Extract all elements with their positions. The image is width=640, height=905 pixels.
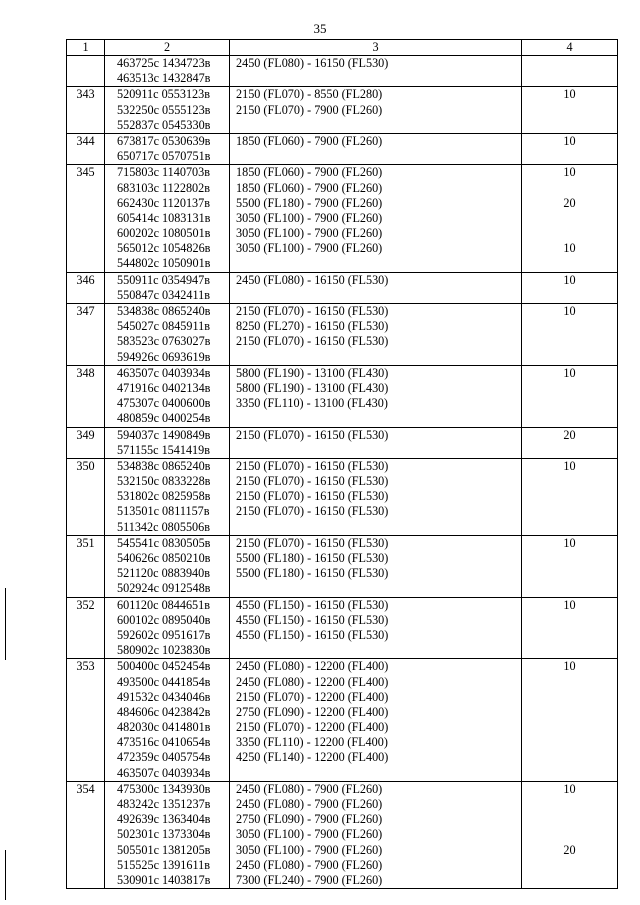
coordinate-line: 502924с 0912548в: [117, 581, 211, 596]
coordinate-line: 493500с 0441854в: [117, 674, 211, 689]
value-line: [522, 474, 617, 489]
level-range-line: 2450 (FL080) - 16150 (FL530): [236, 272, 389, 287]
value-line: [522, 690, 617, 705]
values-cell: [522, 272, 618, 303]
coordinate-line: 463725с 1434723в: [117, 56, 211, 70]
table-row: [67, 165, 618, 272]
coordinate-line: 600102с 0895040в: [117, 612, 211, 627]
coordinate-line: 511342с 0805506в: [117, 519, 210, 534]
coords-cell: [105, 56, 230, 87]
coords-cell: [105, 133, 230, 164]
coordinate-line: 502301с 1373304в: [117, 827, 211, 842]
coordinate-line: 540626с 0850210в: [117, 551, 211, 565]
coordinate-line: 583523с 0763027в: [117, 334, 211, 349]
levels-cell: [230, 535, 522, 597]
level-range-line: [230, 350, 521, 365]
coordinate-line: 480859с 0400254в: [117, 411, 211, 426]
coordinate-line: 571155с 1541419в: [117, 442, 210, 457]
level-range-line: 4550 (FL150) - 16150 (FL530): [236, 597, 389, 612]
coordinate-line: 521120с 0883940в: [117, 566, 210, 581]
table-row: [67, 458, 618, 535]
table-row: [67, 535, 618, 597]
value-line: [522, 675, 617, 690]
coordinate-line: 550911с 0354947в: [117, 272, 210, 287]
value-line: [522, 256, 617, 271]
level-range-line: 2750 (FL090) - 7900 (FL260): [236, 812, 383, 827]
table-row: [67, 781, 618, 888]
coordinate-line: 532250с 0555123в: [117, 102, 211, 117]
level-range-line: [230, 520, 521, 535]
coordinate-line: 534838с 0865240в: [117, 458, 211, 473]
coords-cell: [105, 458, 230, 535]
coords-cell: [105, 781, 230, 888]
airspace-table: [66, 39, 618, 889]
coords-cell: [105, 365, 230, 427]
value-line: [522, 334, 617, 349]
level-range-line: 1850 (FL060) - 7900 (FL260): [236, 180, 383, 195]
coordinate-line: 513501с 0811157в: [117, 504, 210, 519]
row-number: 353: [67, 659, 105, 782]
level-range-line: 2150 (FL070) - 16150 (FL530): [236, 334, 389, 349]
coordinate-line: 531802с 0825958в: [117, 489, 211, 504]
level-range-line: [230, 643, 521, 658]
column-header: 1: [67, 40, 105, 56]
coordinate-line: 545027с 0845911в: [117, 319, 210, 334]
level-range-line: 1850 (FL060) - 7900 (FL260): [236, 165, 383, 180]
coords-cell: [105, 87, 230, 134]
level-range-line: 2150 (FL070) - 8550 (FL280): [236, 87, 383, 102]
value-line: 10: [563, 133, 576, 148]
coordinate-line: 662430с 1120137в: [117, 195, 210, 210]
table-row: [67, 659, 618, 782]
value-line: [522, 766, 617, 781]
value-line: [522, 520, 617, 535]
scan-edge-mark: [5, 850, 6, 900]
coordinate-line: 500400с 0452454в: [117, 659, 211, 674]
scan-edge-mark: [5, 588, 6, 660]
value-line: [522, 628, 617, 643]
level-range-line: 2150 (FL070) - 16150 (FL530): [236, 427, 389, 442]
value-line: [522, 873, 617, 888]
table-row: [67, 133, 618, 164]
coordinate-line: 605414с 1083131в: [117, 210, 211, 225]
level-range-line: 3050 (FL100) - 7900 (FL260): [236, 226, 383, 241]
coords-cell: [105, 427, 230, 458]
value-line: [522, 858, 617, 873]
level-range-line: 2450 (FL080) - 7900 (FL260): [236, 857, 383, 872]
coordinate-line: 600202с 1080501в: [117, 226, 211, 241]
levels-cell: [230, 272, 522, 303]
value-line: 10: [563, 458, 576, 473]
level-range-line: 2150 (FL070) - 16150 (FL530): [236, 458, 389, 473]
coords-cell: [105, 304, 230, 366]
value-line: 10: [563, 304, 576, 318]
value-line: 20: [563, 195, 576, 210]
levels-cell: [230, 597, 522, 659]
row-number: 352: [67, 597, 105, 659]
value-line: [522, 103, 617, 118]
coordinate-line: 473516с 0410654в: [117, 735, 211, 750]
value-line: [522, 827, 617, 842]
values-cell: [522, 304, 618, 366]
coordinate-line: 673817с 0530639в: [117, 133, 211, 148]
column-header: 3: [230, 40, 522, 56]
value-line: [522, 551, 617, 566]
value-line: [522, 735, 617, 750]
levels-cell: [230, 56, 522, 87]
levels-cell: [230, 458, 522, 535]
coordinate-line: 601120с 0844651в: [117, 597, 210, 612]
row-number: 343: [67, 87, 105, 134]
coordinate-line: 505501с 1381205в: [117, 842, 211, 857]
table-row: [67, 272, 618, 303]
level-range-line: 2150 (FL070) - 7900 (FL260): [236, 102, 383, 117]
coordinate-line: 650717с 0570751в: [117, 149, 211, 164]
coordinate-line: 483242с 1351237в: [117, 797, 211, 811]
level-range-line: 5500 (FL180) - 7900 (FL260): [236, 195, 383, 210]
column-header: 2: [105, 40, 230, 56]
coordinate-line: 472359с 0405754в: [117, 750, 211, 765]
level-range-line: [230, 443, 521, 458]
value-line: [522, 56, 617, 71]
value-line: 10: [563, 365, 576, 380]
coordinate-line: 492639с 1363404в: [117, 812, 211, 827]
values-cell: [522, 56, 618, 87]
values-cell: [522, 427, 618, 458]
coords-cell: [105, 659, 230, 782]
coordinate-line: 482030с 0414801в: [117, 720, 211, 735]
table-row: [67, 304, 618, 366]
level-range-line: 3050 (FL100) - 7900 (FL260): [236, 827, 383, 842]
value-line: 10: [563, 597, 576, 612]
levels-cell: [230, 659, 522, 782]
coordinate-line: 594926с 0693619в: [117, 349, 211, 364]
value-line: 10: [563, 535, 576, 550]
table-header-row: [67, 40, 618, 56]
level-range-line: [230, 71, 521, 86]
value-line: [522, 226, 617, 241]
value-line: [522, 71, 617, 86]
level-range-line: 2450 (FL080) - 12200 (FL400): [236, 674, 389, 689]
row-number: 348: [67, 365, 105, 427]
level-range-line: 5800 (FL190) - 13100 (FL430): [236, 380, 389, 395]
value-line: [522, 411, 617, 426]
values-cell: [522, 365, 618, 427]
level-range-line: 3050 (FL100) - 7900 (FL260): [236, 241, 383, 256]
level-range-line: 3050 (FL100) - 7900 (FL260): [236, 210, 383, 225]
row-number: 347: [67, 304, 105, 366]
value-line: 10: [563, 87, 576, 102]
coords-cell: [105, 165, 230, 272]
coordinate-line: 592602с 0951617в: [117, 627, 211, 642]
level-range-line: 5500 (FL180) - 16150 (FL530): [236, 551, 389, 565]
value-line: [522, 211, 617, 226]
level-range-line: 4550 (FL150) - 16150 (FL530): [236, 612, 389, 627]
coordinate-line: 683103с 1122802в: [117, 180, 210, 195]
coordinate-line: 545541с 0830505в: [117, 535, 211, 550]
level-range-line: [230, 256, 521, 271]
value-line: 10: [563, 659, 576, 674]
table-row: [67, 56, 618, 87]
coordinate-line: 565012с 1054826в: [117, 241, 211, 256]
level-range-line: 2150 (FL070) - 16150 (FL530): [236, 535, 389, 550]
level-range-line: 2150 (FL070) - 12200 (FL400): [236, 720, 389, 735]
coordinate-line: 520911с 0553123в: [117, 87, 210, 102]
level-range-line: 1850 (FL060) - 7900 (FL260): [236, 133, 383, 148]
table-body: [67, 56, 618, 889]
level-range-line: 3050 (FL100) - 7900 (FL260): [236, 842, 383, 857]
level-range-line: 5800 (FL190) - 13100 (FL430): [236, 365, 389, 380]
level-range-line: [230, 581, 521, 596]
table-row: [67, 427, 618, 458]
level-range-line: 2450 (FL080) - 16150 (FL530): [236, 56, 389, 70]
coordinate-line: 475307с 0400600в: [117, 396, 211, 411]
level-range-line: 7300 (FL240) - 7900 (FL260): [236, 872, 383, 887]
level-range-line: [230, 118, 521, 133]
level-range-line: [230, 288, 521, 303]
value-line: [522, 181, 617, 196]
levels-cell: [230, 304, 522, 366]
value-line: [522, 566, 617, 581]
levels-cell: [230, 165, 522, 272]
coordinate-line: 475300с 1343930в: [117, 781, 211, 796]
level-range-line: 2450 (FL080) - 12200 (FL400): [236, 659, 389, 674]
value-line: 20: [563, 842, 576, 857]
value-line: 10: [563, 781, 576, 796]
value-line: [522, 581, 617, 596]
values-cell: [522, 535, 618, 597]
coords-cell: [105, 272, 230, 303]
value-line: [522, 319, 617, 334]
coordinate-line: 594037с 1490849в: [117, 427, 211, 442]
values-cell: [522, 781, 618, 888]
value-line: [522, 705, 617, 720]
coordinate-line: 580902с 1023830в: [117, 643, 211, 658]
level-range-line: 2150 (FL070) - 16150 (FL530): [236, 489, 389, 504]
value-line: [522, 613, 617, 628]
coords-cell: [105, 597, 230, 659]
row-number: 354: [67, 781, 105, 888]
levels-cell: [230, 87, 522, 134]
values-cell: [522, 165, 618, 272]
level-range-line: 8250 (FL270) - 16150 (FL530): [236, 319, 389, 334]
value-line: [522, 643, 617, 658]
value-line: [522, 396, 617, 411]
level-range-line: 2450 (FL080) - 7900 (FL260): [236, 797, 383, 811]
value-line: 10: [563, 241, 576, 256]
row-number: 351: [67, 535, 105, 597]
value-line: [522, 720, 617, 735]
coordinate-line: 463507с 0403934в: [117, 365, 211, 380]
values-cell: [522, 597, 618, 659]
value-line: [522, 812, 617, 827]
row-number: 344: [67, 133, 105, 164]
coords-cell: [105, 535, 230, 597]
value-line: [522, 288, 617, 303]
level-range-line: 3350 (FL110) - 12200 (FL400): [236, 735, 388, 750]
coordinate-line: 463507с 0403934в: [117, 765, 211, 780]
coordinate-line: 491532с 0434046в: [117, 689, 211, 704]
row-number: 346: [67, 272, 105, 303]
value-line: [522, 489, 617, 504]
coordinate-line: 484606с 0423842в: [117, 704, 211, 719]
values-cell: [522, 87, 618, 134]
level-range-line: 5500 (FL180) - 16150 (FL530): [236, 566, 389, 581]
coordinate-line: 515525с 1391611в: [117, 857, 210, 872]
value-line: [522, 797, 617, 812]
page-number: 35: [313, 21, 327, 36]
row-number: [67, 56, 105, 87]
value-line: [522, 118, 617, 133]
value-line: [522, 350, 617, 365]
levels-cell: [230, 427, 522, 458]
value-line: [522, 750, 617, 765]
level-range-line: 2450 (FL080) - 7900 (FL260): [236, 781, 383, 796]
level-range-line: 4250 (FL140) - 12200 (FL400): [236, 750, 389, 765]
value-line: [522, 149, 617, 164]
coordinate-line: 530901с 1403817в: [117, 872, 211, 887]
values-cell: [522, 458, 618, 535]
coordinate-line: 552837с 0545330в: [117, 117, 211, 132]
level-range-line: 2150 (FL070) - 12200 (FL400): [236, 689, 389, 704]
values-cell: [522, 659, 618, 782]
level-range-line: 4550 (FL150) - 16150 (FL530): [236, 627, 389, 642]
value-line: [522, 381, 617, 396]
level-range-line: [230, 766, 521, 781]
coordinate-line: 550847с 0342411в: [117, 287, 210, 302]
values-cell: [522, 133, 618, 164]
table-row: [67, 365, 618, 427]
level-range-line: 3350 (FL110) - 13100 (FL430): [236, 396, 388, 411]
coordinate-line: 463513с 1432847в: [117, 71, 211, 86]
coordinate-line: 534838с 0865240в: [117, 304, 211, 318]
table-row: [67, 597, 618, 659]
value-line: [522, 504, 617, 519]
coordinate-line: 715803с 1140703в: [117, 165, 210, 180]
level-range-line: [230, 411, 521, 426]
level-range-line: 2150 (FL070) - 16150 (FL530): [236, 504, 389, 519]
level-range-line: 2150 (FL070) - 16150 (FL530): [236, 474, 389, 489]
row-number: 349: [67, 427, 105, 458]
levels-cell: [230, 781, 522, 888]
row-number: 350: [67, 458, 105, 535]
coordinate-line: 544802с 1050901в: [117, 256, 211, 271]
coordinate-line: 532150с 0833228в: [117, 474, 211, 489]
table-row: [67, 87, 618, 134]
value-line: [522, 443, 617, 458]
levels-cell: [230, 365, 522, 427]
coordinate-line: 471916с 0402134в: [117, 380, 211, 395]
level-range-line: 2750 (FL090) - 12200 (FL400): [236, 704, 389, 719]
level-range-line: [230, 149, 521, 164]
value-line: 10: [563, 165, 576, 180]
row-number: 345: [67, 165, 105, 272]
value-line: 10: [563, 272, 576, 287]
value-line: 20: [563, 427, 576, 442]
column-header: 4: [522, 40, 618, 56]
levels-cell: [230, 133, 522, 164]
level-range-line: 2150 (FL070) - 16150 (FL530): [236, 304, 389, 318]
